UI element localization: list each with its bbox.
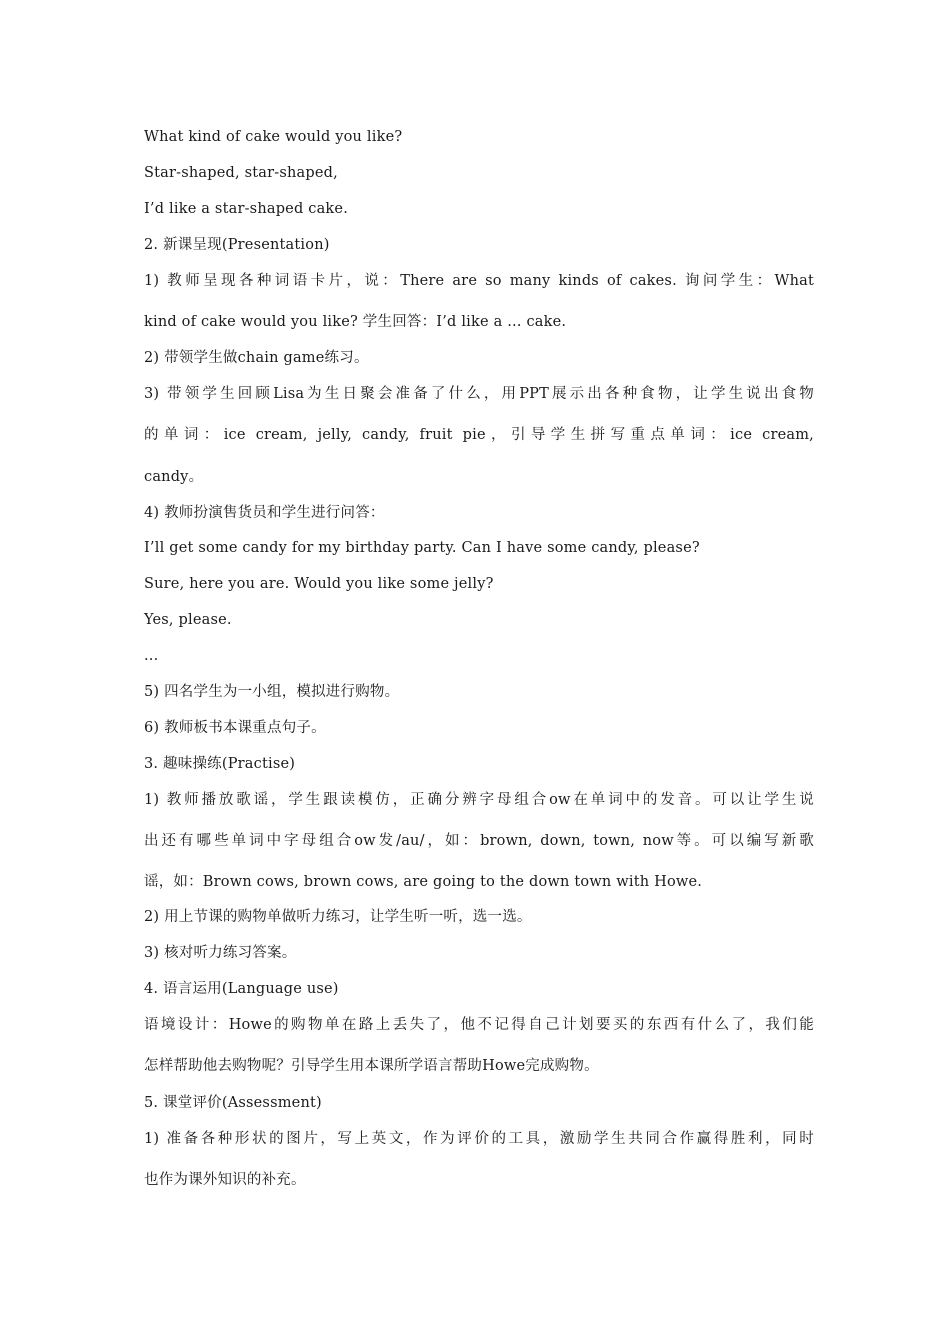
text-line: 也作为课外知识的补充。 bbox=[144, 1172, 306, 1188]
text-line: Sure, here you are. Would you like some jelly? bbox=[144, 576, 494, 592]
section-heading: 4. 语言运用(Language use) bbox=[144, 981, 339, 997]
text-line: 的单词：ice cream, jelly, candy, fruit pie，引导学生拼写重点单词：ice cream, bbox=[144, 427, 814, 443]
text-line: Yes, please. bbox=[144, 612, 232, 628]
section-heading: 2. 新课呈现(Presentation) bbox=[144, 237, 330, 253]
text-line: 谣，如：Brown cows, brown cows, are going to the down town with Howe. bbox=[144, 874, 703, 890]
text-line: 5) 四名学生为一小组，模拟进行购物。 bbox=[144, 684, 400, 700]
text-line: 怎样帮助他去购物呢？引导学生用本课所学语言帮助Howe完成购物。 bbox=[144, 1058, 599, 1074]
text-line: 1) 准备各种形状的图片，写上英文，作为评价的工具，激励学生共同合作赢得胜利，同时 bbox=[144, 1131, 814, 1147]
text-line: 2) 用上节课的购物单做听力练习，让学生听一听，选一选。 bbox=[144, 909, 532, 925]
text-line: 出还有哪些单词中字母组合ow发/au/，如：brown, down, town, now等。可以编写新歌 bbox=[144, 833, 814, 849]
text-line: I’ll get some candy for my birthday party. Can I have some candy, please? bbox=[144, 540, 700, 556]
text-line: 3) 核对听力练习答案。 bbox=[144, 945, 297, 961]
text-line: candy。 bbox=[144, 469, 204, 485]
text-line: 4) 教师扮演售货员和学生进行问答： bbox=[144, 505, 385, 521]
section-heading: 5. 课堂评价(Assessment) bbox=[144, 1095, 322, 1111]
text-line: ... bbox=[144, 648, 159, 664]
text-line: 1) 教师播放歌谣，学生跟读模仿，正确分辨字母组合ow在单词中的发音。可以让学生说 bbox=[144, 792, 814, 808]
text-line: What kind of cake would you like? bbox=[144, 129, 403, 145]
text-line: 1) 教师呈现各种词语卡片，说：There are so many kinds of cakes. 询问学生：What bbox=[144, 273, 814, 289]
text-line: I’d like a star-shaped cake. bbox=[144, 201, 348, 217]
text-line: 3) 带领学生回顾Lisa为生日聚会准备了什么，用PPT展示出各种食物，让学生说出食物 bbox=[144, 386, 814, 402]
text-line: kind of cake would you like? 学生回答：I’d like a ... cake. bbox=[144, 314, 567, 330]
text-line: 6) 教师板书本课重点句子。 bbox=[144, 720, 326, 736]
text-line: 语境设计：Howe的购物单在路上丢失了，他不记得自己计划要买的东西有什么了，我们能 bbox=[144, 1017, 814, 1033]
section-heading: 3. 趣味操练(Practise) bbox=[144, 756, 296, 772]
text-line: Star-shaped, star-shaped, bbox=[144, 165, 338, 181]
text-line: 2) 带领学生做chain game练习。 bbox=[144, 350, 369, 366]
